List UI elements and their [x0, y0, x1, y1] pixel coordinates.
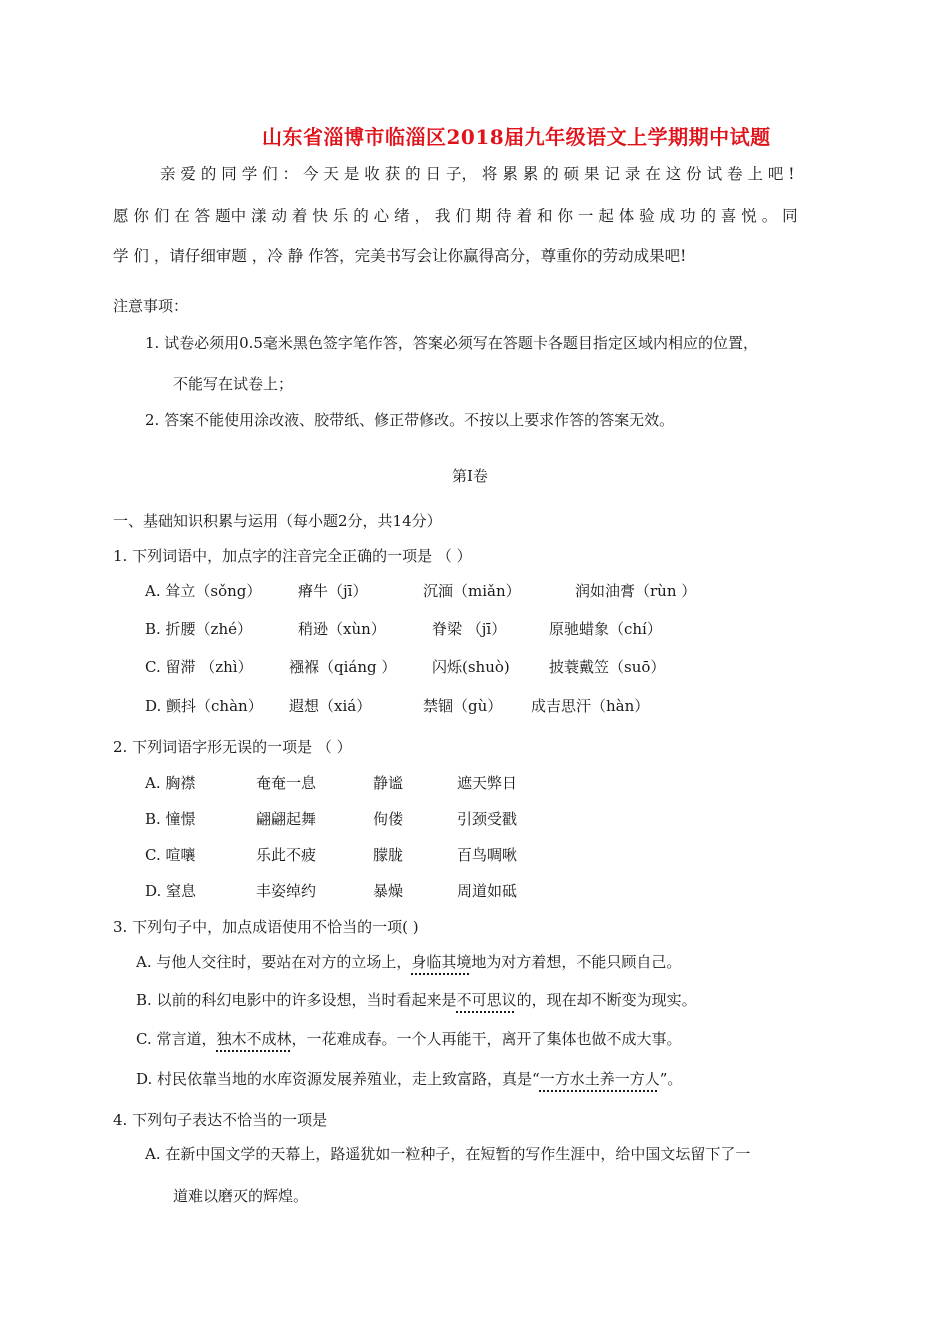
q1-option-d-4: 成吉思汗（hàn）: [531, 697, 650, 715]
q1-option-a-3: 沉湎（miǎn）: [423, 582, 521, 600]
q1-option-a-2: 瘠牛（jī）: [298, 582, 368, 600]
q4-option-a-cont: 道难以磨灭的辉煌。: [173, 1187, 309, 1205]
question-4-stem: 4. 下列句子表达不恰当的一项是: [113, 1111, 328, 1129]
section-heading: 一、基础知识积累与运用（每小题2分，共14分）: [113, 512, 442, 530]
question-2-stem: 2. 下列词语字形无误的一项是 （ ）: [113, 738, 352, 756]
q3-d-text-before: D. 村民依靠当地的水库资源发展养殖业，走上致富路，真是“: [136, 1070, 540, 1088]
question-1-stem: 1. 下列词语中，加点字的注音完全正确的一项是 （ ）: [113, 547, 472, 565]
q2-option-a-4: 遮天弊日: [457, 774, 518, 792]
q3-b-idiom: 不可思议: [456, 991, 517, 1009]
intro-line-2: 愿 你 们 在 答 题中 漾 动 着 快 乐 的 心 绪 ， 我 们 期 待 着 和 你 一 起 体 验 成 功 的 喜 悦 。 同: [113, 207, 798, 225]
q1-option-c-2: 襁褓（qiáng ）: [289, 658, 397, 676]
q2-option-d-2: 丰姿绰约: [256, 882, 317, 900]
q1-option-d-1: D. 颤抖（chàn）: [145, 697, 263, 715]
q3-b-text-after: 的，现在却不断变为现实。: [516, 991, 697, 1009]
q2-option-b-4: 引颈受戳: [457, 810, 518, 828]
question-3-stem: 3. 下列句子中，加点成语使用不恰当的一项( ): [113, 918, 419, 936]
q3-a-text-before: A. 与他人交往时，要站在对方的立场上，: [136, 953, 412, 971]
notice-item-1-cont: 不能写在试卷上；: [173, 375, 294, 393]
q3-b-text-before: B. 以前的科幻电影中的许多设想，当时看起来是: [136, 991, 457, 1009]
q1-option-c-1: C. 留滞 （zhì）: [145, 658, 253, 676]
intro-line-3: 学 们 ，请仔细审题 ，冷 静 作答，完美书写会让你赢得高分，尊重你的劳动成果吧!: [113, 247, 687, 265]
q1-option-d-3: 禁锢（gù）: [423, 697, 503, 715]
q2-option-c-3: 朦胧: [373, 846, 404, 864]
q1-option-a-4: 润如油膏（rùn ）: [575, 582, 697, 600]
q1-option-b-1: B. 折腰（zhé）: [145, 620, 252, 638]
q1-option-a-1: A. 耸立（sǒng）: [145, 582, 262, 600]
q1-option-d-2: 遐想（xiá）: [289, 697, 372, 715]
q2-option-d-3: 暴燥: [373, 882, 404, 900]
q3-option-d: [136, 1069, 682, 1089]
q2-option-b-2: 翩翩起舞: [256, 810, 317, 828]
notice-item-1: 1. 试卷必须用0.5毫米黑色签字笔作答，答案必须写在答题卡各题目指定区域内相应的位置，: [145, 334, 758, 352]
q3-option-a: [136, 952, 681, 972]
q3-d-idiom: 一方水土养一方人: [539, 1070, 660, 1088]
q4-option-a: A. 在新中国文学的天幕上，路遥犹如一粒种子，在短暂的写作生涯中，给中国文坛留下了一: [145, 1145, 751, 1163]
notice-heading: 注意事项：: [113, 297, 189, 315]
q2-option-a-1: A. 胸襟: [145, 774, 196, 792]
notice-item-2: 2. 答案不能使用涂改液、胶带纸、修正带修改。不按以上要求作答的答案无效。: [145, 411, 675, 429]
q1-option-c-3: 闪烁(shuò): [432, 658, 510, 676]
q3-a-text-after: 地为对方着想，不能只顾自己。: [471, 953, 682, 971]
q2-option-b-1: B. 憧憬: [145, 810, 196, 828]
q3-option-b: [136, 990, 697, 1010]
intro-line-1: 亲 爱 的 同 学 们 ： 今 天 是 收 获 的 日 子， 将 累 累 的 硕 果 记 录 在 这 份 试 卷 上 吧 !: [160, 165, 795, 183]
q2-option-d-1: D. 窒息: [145, 882, 197, 900]
q3-c-text-after: ，一花难成春。一个人再能干，离开了集体也做不成大事。: [291, 1030, 682, 1048]
q3-a-idiom: 身临其境: [411, 953, 472, 971]
q1-option-b-4: 原驰蜡象（chí）: [549, 620, 662, 638]
q1-option-b-2: 稍逊（xùn）: [298, 620, 386, 638]
q1-option-b-3: 脊梁 （jī）: [432, 620, 507, 638]
q2-option-c-2: 乐此不疲: [256, 846, 317, 864]
page-title: 山东省淄博市临淄区2018届九年级语文上学期期中试题: [262, 125, 771, 149]
q3-c-text-before: C. 常言道，: [136, 1030, 217, 1048]
q1-option-c-4: 披蓑戴笠（suō）: [549, 658, 666, 676]
volume-heading: 第Ⅰ卷: [452, 467, 488, 485]
q3-c-idiom: 独木不成林: [216, 1030, 292, 1048]
q2-option-d-4: 周道如砥: [457, 882, 518, 900]
q2-option-a-3: 静谧: [373, 774, 404, 792]
q2-option-a-2: 奄奄一息: [256, 774, 317, 792]
q2-option-c-4: 百鸟啁啾: [457, 846, 518, 864]
q2-option-c-1: C. 喧嚷: [145, 846, 196, 864]
q3-option-c: [136, 1029, 682, 1049]
q2-option-b-3: 佝偻: [373, 810, 404, 828]
q3-d-text-after: ”。: [659, 1070, 683, 1088]
